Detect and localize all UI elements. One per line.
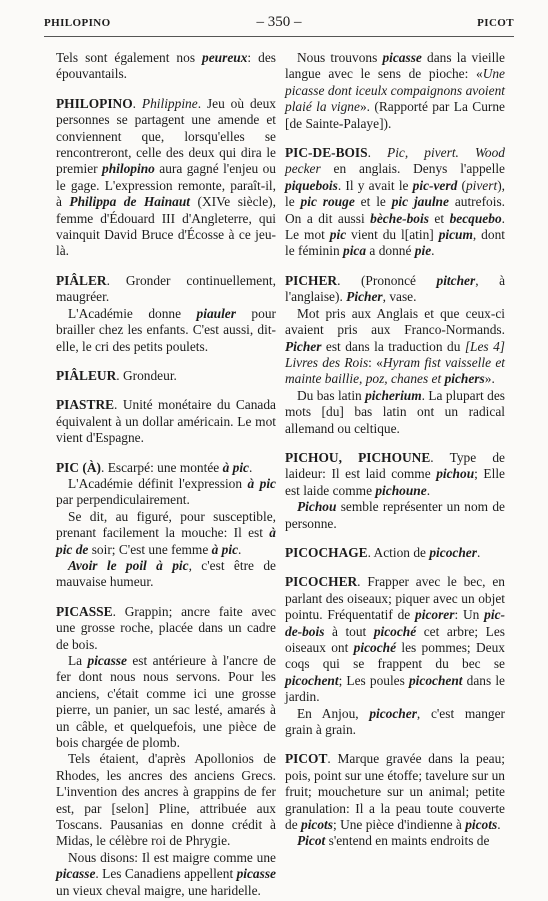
body-text: , c'est manger grain à grain.: [285, 705, 505, 738]
entry-paragraph: [285, 388, 505, 437]
cited-term: pic: [329, 227, 347, 243]
body-text: Nous disons: Il est maigre comme une: [68, 849, 276, 865]
body-text: soir; C'est une femme: [88, 541, 212, 557]
body-text: aura gagné l'enjeu ou le gage. L'expression remonte, paraît-il, à: [56, 161, 276, 210]
cited-term: picochent: [285, 672, 339, 688]
cited-term: peureux: [202, 50, 248, 65]
headword: PIÂLER: [56, 272, 107, 288]
entry-paragraph: [285, 50, 505, 132]
entry-paragraph: [56, 558, 276, 591]
body-text: (XIVe siècle), femme d'Édouard III d'Angleterre, qui vainquit David Bruce d'Écosse à ce jeu-là.: [56, 194, 276, 259]
cited-term: picum: [438, 227, 473, 243]
cited-term: picochent: [408, 672, 463, 688]
cited-term: picasse: [56, 866, 96, 882]
cited-term: Pichou: [297, 499, 337, 515]
body-text: Du bas latin: [297, 387, 366, 403]
headword: PICOT: [285, 751, 328, 767]
entry-paragraph: [285, 833, 505, 849]
body-text: Se dit, au figuré, pour susceptible, prenant facilement la mouche: Il est: [56, 508, 276, 541]
cited-term: pichou: [436, 466, 475, 482]
headword: PICOCHER: [285, 574, 358, 590]
cited-term: picocher: [429, 544, 477, 560]
body-text: est dans la traduction du: [321, 338, 465, 354]
body-text: .: [431, 243, 435, 259]
dictionary-entry: [56, 460, 276, 476]
dictionary-entry: [285, 574, 505, 705]
cited-term: philopino: [102, 161, 155, 177]
dictionary-entry: [285, 145, 505, 260]
cited-term: becquebo: [449, 210, 502, 226]
cited-term: à pic: [247, 475, 276, 491]
cited-term: pitcher: [436, 272, 476, 288]
dictionary-entry: [56, 604, 276, 653]
page-number: – 350 –: [256, 14, 302, 30]
body-text: et: [428, 210, 450, 226]
body-text: a donné: [366, 243, 415, 259]
body-text: . Le mot: [285, 210, 505, 243]
cited-term: picasse: [236, 866, 276, 882]
body-text: semble représenter un nom de personne.: [285, 499, 505, 531]
cited-term: pic jaulne: [391, 194, 449, 210]
cited-term: pic-verd: [412, 177, 458, 193]
body-text: Nous trouvons: [297, 50, 383, 65]
dictionary-entry: [56, 397, 276, 446]
body-text: . Action de: [367, 544, 430, 560]
entry-paragraph: [56, 306, 276, 355]
cited-term: piauler: [196, 305, 236, 321]
entry-paragraph: [56, 476, 276, 509]
body-text: : Un: [454, 607, 485, 623]
body-text: . Il y avait le: [337, 177, 413, 193]
body-text: s'entend en maints endroits de: [325, 833, 490, 849]
cited-term: pichoune: [375, 482, 427, 498]
body-text: ». (Rapporté par La Curne [de Sainte-Palaye]).: [285, 99, 505, 131]
body-text: : des épouvantails.: [56, 50, 276, 82]
dictionary-entry: [285, 273, 505, 306]
body-text: .: [249, 459, 253, 475]
entry-paragraph: [56, 50, 276, 83]
body-text: ».: [484, 371, 495, 387]
body-text: .: [238, 541, 242, 557]
body-text: les pommes; Deux coqs qui se frappent du bec se: [285, 640, 505, 672]
italic-text: Une picasse dont iceulx compaignons avoient plaié la vigne: [285, 66, 505, 115]
body-text: La: [68, 653, 88, 668]
body-text: . Marque gravée dans la peau; pois, point sur une étoffe; tavelure sur un fruit; moucheture sur un animal; petite granulation: Il a la peau toute couverte de: [285, 751, 505, 833]
body-text: ; Les poules: [338, 672, 409, 688]
body-text: . Grappin; ancre faite avec une grosse roche, placée dans un cadre de bois.: [56, 603, 276, 652]
cited-term: Picher: [285, 338, 322, 354]
body-text: .: [497, 817, 501, 833]
headword: PIC-DE-BOIS: [285, 145, 368, 161]
entry-paragraph: [56, 850, 276, 899]
headword: PICOCHAGE: [285, 544, 368, 560]
body-text: est antérieure à l'ancre de fer dont nous nous servons. Pour les anciens, c'était comme ici une grosse pierre, un panier, un sac lesté, amarés à un câble, et quelquefois, une pièce de bois chargée de plomb.: [56, 653, 276, 751]
headword: PIÂLEUR: [56, 367, 117, 383]
body-text: . Type de laideur: Il est laid comme: [285, 449, 505, 482]
body-text: .: [367, 145, 388, 161]
body-text: un vieux cheval maigre, une haridelle.: [56, 882, 261, 898]
cited-term: Avoir le poil à pic: [68, 557, 189, 573]
body-text: : «: [368, 354, 383, 370]
body-text: . La plupart des mots [du] bas latin ont un radical allemand ou celtique.: [285, 387, 505, 436]
dictionary-entry: [285, 450, 505, 499]
cited-term: picots: [465, 817, 498, 833]
headword: PICHOU, PICHOUNE: [285, 449, 431, 465]
body-text: , vase.: [382, 289, 417, 305]
body-text: à tout: [324, 623, 374, 639]
body-text: . Grondeur.: [116, 367, 177, 383]
entry-paragraph: [56, 653, 276, 751]
body-text: . Unité monétaire du Canada équivalent à un dollar américain. Le mot vient d'Espagne.: [56, 397, 276, 446]
running-head-left: PHILOPINO: [44, 17, 111, 29]
cited-term: picherium: [365, 387, 422, 403]
cited-term: picocher: [369, 705, 417, 721]
headword: PICHER: [285, 272, 338, 288]
body-text: dans la vieille langue avec le sens de pioche: «: [285, 50, 505, 82]
cited-term: picoché: [373, 623, 417, 639]
cited-term: piquebois: [285, 177, 338, 193]
body-text: Mot pris aux Anglais et que ceux-ci avaient pris aux Franco-Normands.: [285, 305, 505, 338]
body-text: . (Prononcé: [337, 272, 437, 288]
italic-text: Pic, pivert. Wood pecker: [285, 145, 505, 177]
cited-term: bèche-bois: [370, 210, 429, 226]
body-text: . Escarpé: une montée: [101, 459, 223, 475]
body-text: vient du l[atin]: [346, 227, 439, 243]
italic-text: Philippine: [141, 95, 198, 111]
body-text: dans le jardin.: [285, 672, 505, 705]
body-text: Tels étaient, d'après Apollonios de Rhodes, les ancres des anciens Grecs. L'invention des ancres à grappins de fer est, par [selon] Pline, attribuée aux Toscans. Pausanias en donne crédit à Midas, le célèbre roi de Phrygie.: [56, 751, 276, 849]
running-head-right: PICOT: [477, 17, 514, 29]
body-text: . Frapper avec le bec, en parlant des oiseaux; piquer avec un objet pointu. Fréquentatif de: [285, 574, 505, 623]
body-text: L'Académie donne: [68, 305, 197, 321]
dictionary-entry: [56, 368, 276, 384]
cited-term: à pic: [211, 541, 239, 557]
italic-text: [Les 4] Livres des Rois: [285, 338, 505, 370]
dictionary-entry: [56, 273, 276, 306]
entry-paragraph: [56, 509, 276, 558]
body-text: , à l'anglaise).: [285, 272, 506, 305]
entry-paragraph: [285, 306, 505, 388]
body-text: . Les Canadiens appellent: [95, 866, 237, 882]
cited-term: Philippa de Hainaut: [69, 194, 191, 210]
body-text: ), le: [285, 177, 505, 210]
dictionary-entry: [285, 545, 505, 561]
body-text: par perpendiculairement.: [56, 492, 190, 508]
body-text: . Gronder continuellement, maugréer.: [56, 272, 276, 305]
cited-term: Picot: [297, 833, 326, 849]
left-column: [56, 50, 276, 899]
headword: PIASTRE: [56, 397, 115, 413]
cited-term: pic rouge: [300, 194, 355, 210]
page-header: [44, 16, 514, 37]
body-text: autrefois. On a dit aussi: [285, 194, 506, 226]
body-text: .: [476, 544, 481, 560]
entry-paragraph: [56, 751, 276, 849]
body-text: . Jeu où deux personnes se partagent une amende et conviennent que, lorsqu'elles se rencontreront, celle des deux qui dira le premier: [56, 95, 276, 177]
headword: PHILOPINO: [56, 95, 133, 111]
cited-term: pica: [343, 243, 367, 259]
entry-paragraph: [285, 706, 505, 739]
italic-text: pivert: [465, 177, 498, 193]
cited-term: à pic de: [56, 525, 276, 557]
cited-term: picoché: [353, 640, 397, 655]
body-text: En Anjou,: [297, 705, 370, 721]
cited-term: picasse: [382, 50, 422, 65]
cited-term: pie: [414, 243, 432, 259]
cited-term: pic-de-bois: [285, 607, 505, 639]
dictionary-entry: [56, 96, 276, 260]
right-column: [285, 50, 505, 850]
body-text: .: [132, 95, 142, 111]
body-text: ; Elle est laide comme: [285, 466, 505, 498]
headword: PIC (À): [56, 459, 101, 475]
cited-term: à pic: [222, 459, 249, 475]
cited-term: picorer: [415, 607, 455, 623]
body-text: (: [457, 177, 466, 193]
italic-text: Hyram fist vaisselle et mainte baillie, poz, chanes et: [285, 354, 505, 387]
body-text: , dont le féminin: [285, 227, 505, 259]
cited-term: pichers: [444, 371, 485, 387]
body-text: L'Académie définit l'expression: [68, 475, 248, 491]
body-text: en anglais. Denys l'appelle: [320, 161, 505, 177]
cited-term: picots: [301, 817, 333, 833]
dictionary-entry: [285, 751, 505, 833]
body-text: cet arbre; Les oiseaux ont: [285, 623, 505, 655]
cited-term: Picher: [346, 289, 383, 305]
entry-paragraph: [285, 499, 505, 532]
body-text: et le: [354, 194, 392, 210]
body-text: Tels sont également nos: [56, 50, 203, 65]
body-text: ; Une pièce d'indienne à: [333, 817, 466, 833]
cited-term: picasse: [87, 653, 127, 668]
body-text: .: [426, 482, 431, 498]
body-text: pour brailler chez les enfants. C'est aussi, dit-elle, le cri des petits poulets.: [56, 305, 276, 354]
headword: PICASSE: [56, 603, 113, 619]
body-text: , c'est être de mauvaise humeur.: [56, 557, 276, 590]
